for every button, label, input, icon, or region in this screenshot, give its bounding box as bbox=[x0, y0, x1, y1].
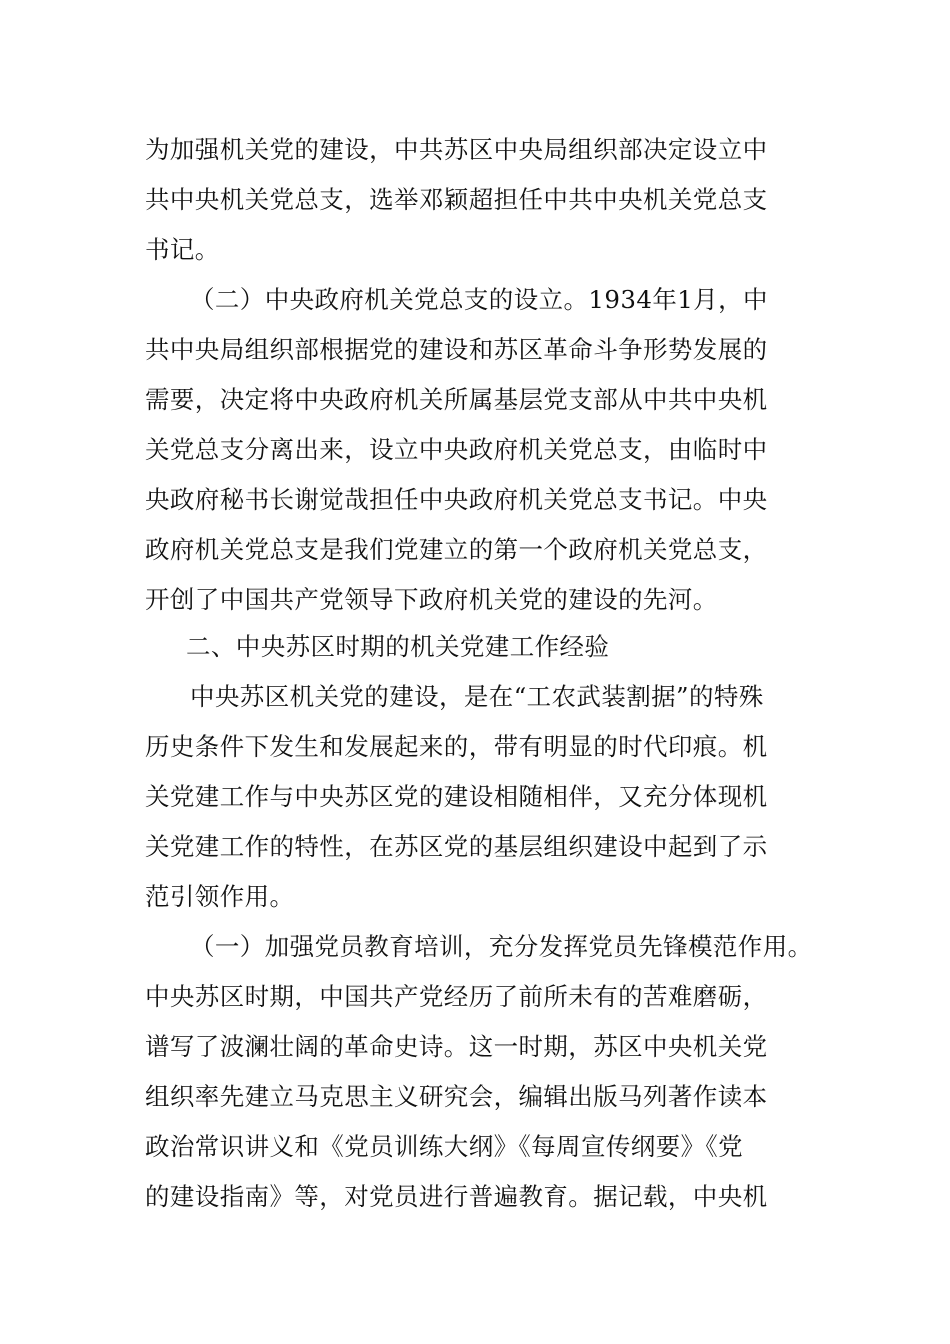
text-line: 政治常识讲义和《党员训练大纲》《每周宣传纲要》《党 bbox=[145, 1132, 743, 1161]
text-line: 范引领作用。 bbox=[145, 882, 295, 911]
text-line: 开创了中国共产党领导下政府机关党的建设的先河。 bbox=[145, 585, 718, 614]
text-line: 央政府秘书长谢觉哉担任中央政府机关党总支书记。中央 bbox=[145, 485, 768, 514]
text-line: 的建设指南》等，对党员进行普遍教育。据记载，中央机 bbox=[145, 1182, 768, 1211]
text-line: 谱写了波澜壮阔的革命史诗。这一时期，苏区中央机关党 bbox=[145, 1032, 768, 1061]
text-line: 共中央局组织部根据党的建设和苏区革命斗争形势发展的 bbox=[145, 335, 768, 364]
text-line: 政府机关党总支是我们党建立的第一个政府机关党总支， bbox=[145, 535, 768, 564]
text-line: 共中央机关党总支，选举邓颖超担任中共中央机关党总支 bbox=[145, 185, 768, 214]
text-line: 关党建工作的特性，在苏区党的基层组织建设中起到了示 bbox=[145, 832, 768, 861]
text-line: 组织率先建立马克思主义研究会，编辑出版马列著作读本 bbox=[145, 1082, 768, 1111]
text-line: 中央苏区机关党的建设，是在“工农武装割据”的特殊 bbox=[190, 682, 764, 711]
subsection-heading-inline: （一）加强党员教育培训，充分发挥党员先锋模范作用。 bbox=[190, 932, 813, 961]
text-line: 中央苏区时期，中国共产党经历了前所未有的苦难磨砺， bbox=[145, 982, 768, 1011]
text-line: 为加强机关党的建设，中共苏区中央局组织部决定设立中 bbox=[145, 135, 768, 164]
text-line: 书记。 bbox=[145, 235, 220, 264]
section-heading: 二、中央苏区时期的机关党建工作经验 bbox=[186, 632, 610, 661]
text-line: 关党总支分离出来，设立中央政府机关党总支，由临时中 bbox=[145, 435, 768, 464]
section-heading-inline: （二）中央政府机关党总支的设立。1934年1月，中 bbox=[190, 285, 768, 314]
text-line: 关党建工作与中央苏区党的建设相随相伴，又充分体现机 bbox=[145, 782, 768, 811]
text-line: 需要，决定将中央政府机关所属基层党支部从中共中央机 bbox=[145, 385, 768, 414]
text-line: 历史条件下发生和发展起来的，带有明显的时代印痕。机 bbox=[145, 732, 768, 761]
